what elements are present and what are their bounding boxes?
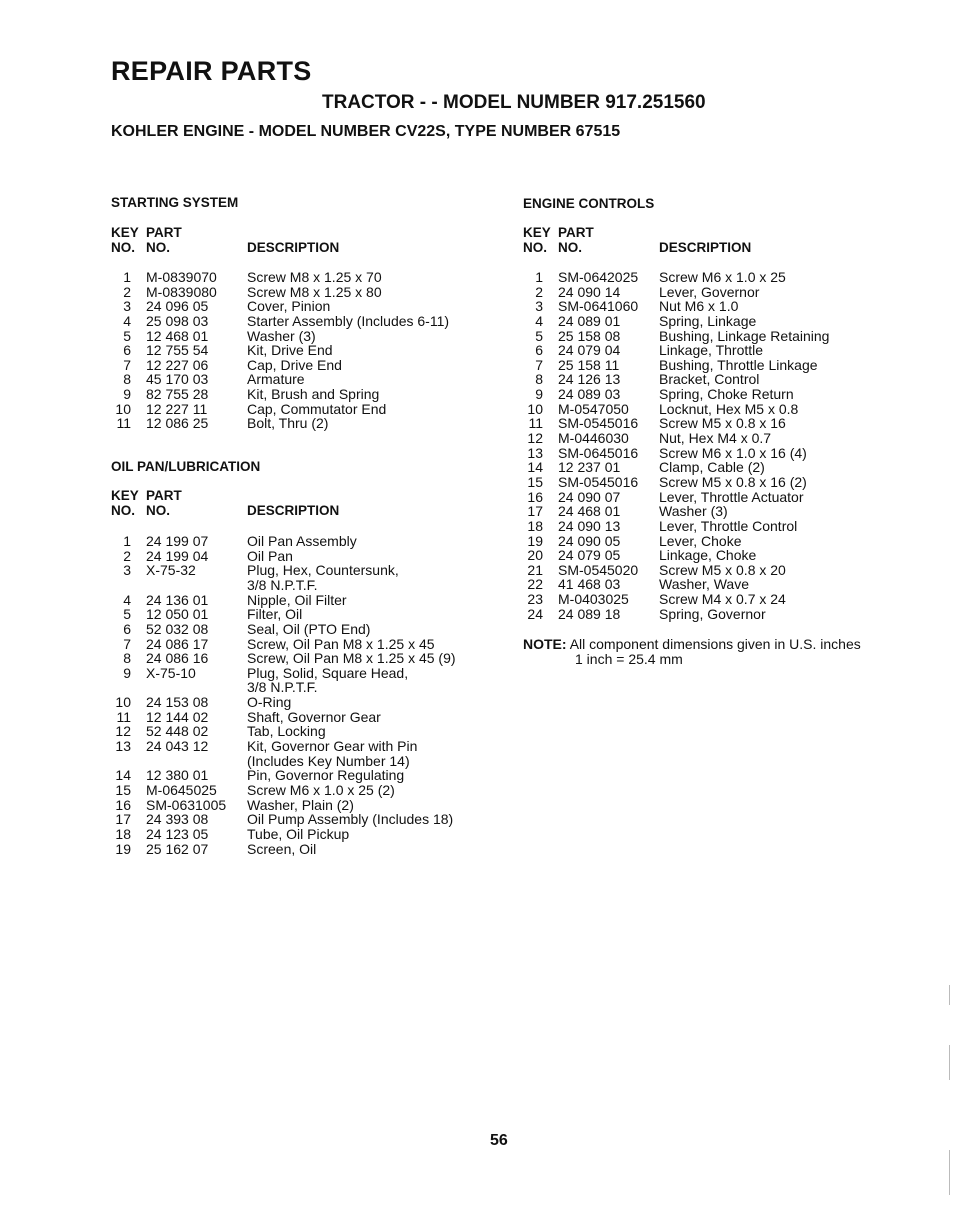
- key-number: 5: [535, 327, 543, 344]
- part-number: 24 043 12: [146, 738, 209, 754]
- part-number: M-0547050: [558, 400, 629, 417]
- key-header: KEY: [111, 488, 139, 503]
- part-number: 24 136 01: [146, 591, 209, 608]
- starting-system-title: STARTING SYSTEM: [111, 195, 239, 210]
- part-number: 24 126 13: [558, 371, 621, 388]
- part-number: SM-0545016: [558, 415, 639, 432]
- part-row: [111, 329, 491, 344]
- part-number: SM-0545016: [558, 473, 639, 490]
- part-number: 24 468 01: [558, 503, 621, 520]
- oil-lubrication-list: [111, 534, 491, 856]
- part-row: [523, 519, 923, 534]
- part-number: M-0446030: [558, 430, 629, 447]
- part-row: [111, 812, 491, 827]
- part-number: 24 096 05: [146, 298, 209, 315]
- key-number: 4: [123, 312, 131, 329]
- scan-edge-mark: [949, 1045, 950, 1080]
- part-description: Screen, Oil: [247, 840, 317, 857]
- part-description: Linkage, Throttle: [659, 342, 764, 359]
- key-number: 17: [115, 811, 131, 828]
- part-no-header: NO.: [558, 240, 583, 255]
- key-number: 7: [123, 356, 131, 373]
- key-number: 3: [535, 298, 543, 315]
- part-number: M-0839070: [146, 269, 217, 285]
- part-row: [111, 416, 491, 431]
- part-row: [523, 314, 923, 329]
- part-number: 45 170 03: [146, 371, 209, 388]
- part-number: SM-0631005: [146, 796, 227, 813]
- part-row: [523, 358, 923, 373]
- part-description: Screw, Oil Pan M8 x 1.25 x 45: [247, 635, 435, 652]
- key-header: KEY: [111, 225, 139, 240]
- part-description: Nut M6 x 1.0: [659, 298, 739, 315]
- part-description: Bushing, Throttle Linkage: [659, 356, 818, 373]
- part-number: 12 237 01: [558, 459, 621, 476]
- part-description: Lever, Governor: [659, 283, 760, 300]
- tractor-model-heading: TRACTOR - - MODEL NUMBER 917.251560: [322, 92, 706, 113]
- part-number: SM-0642025: [558, 269, 639, 285]
- part-row: [111, 593, 491, 608]
- key-no-header: NO.: [111, 503, 136, 518]
- key-number: 23: [527, 591, 543, 608]
- part-row: [111, 798, 491, 813]
- part-row: [111, 666, 491, 695]
- note-label: NOTE:: [523, 636, 567, 652]
- key-number: 13: [115, 738, 131, 754]
- part-row: [523, 446, 923, 461]
- part-description: Clamp, Cable (2): [659, 459, 765, 476]
- key-number: 9: [535, 386, 543, 403]
- part-number: 24 153 08: [146, 694, 209, 711]
- key-number: 19: [527, 532, 543, 549]
- key-number: 15: [115, 781, 131, 798]
- part-description: Locknut, Hex M5 x 0.8: [659, 400, 799, 417]
- part-no-header: NO.: [146, 503, 171, 518]
- part-description: Screw M6 x 1.0 x 25: [659, 269, 786, 285]
- part-row: [523, 592, 923, 607]
- part-description: Lever, Throttle Actuator: [659, 488, 804, 505]
- key-number: 6: [123, 342, 131, 359]
- starting-system-list: [111, 270, 491, 431]
- part-description: Spring, Governor: [659, 605, 766, 622]
- part-description: Oil Pump Assembly (Includes 18): [247, 811, 454, 828]
- part-number: 41 468 03: [558, 576, 621, 593]
- part-row: [111, 739, 491, 768]
- part-row: [111, 270, 491, 285]
- part-description: Pin, Governor Regulating: [247, 767, 405, 784]
- part-header: PART: [558, 225, 594, 240]
- key-number: 4: [123, 591, 131, 608]
- part-description: O-Ring: [247, 694, 292, 711]
- part-row: [111, 827, 491, 842]
- part-row: [523, 343, 923, 358]
- key-number: 17: [527, 503, 543, 520]
- part-description: Bracket, Control: [659, 371, 760, 388]
- dimensions-note: [523, 637, 861, 667]
- key-number: 4: [535, 312, 543, 329]
- part-row: [111, 372, 491, 387]
- page-number: 56: [490, 1132, 508, 1149]
- part-number: 25 162 07: [146, 840, 209, 857]
- engine-controls-title: ENGINE CONTROLS: [523, 196, 655, 211]
- oil-lubrication-table-header: [111, 488, 411, 520]
- part-description: Screw, Oil Pan M8 x 1.25 x 45 (9): [247, 650, 456, 667]
- part-row: [523, 548, 923, 563]
- part-description: Kit, Drive End: [247, 342, 333, 359]
- part-description: Tab, Locking: [247, 723, 326, 740]
- part-number: 25 158 08: [558, 327, 621, 344]
- part-row: [523, 285, 923, 300]
- part-number: 24 123 05: [146, 825, 209, 842]
- part-row: [111, 285, 491, 300]
- part-number: 24 089 03: [558, 386, 621, 403]
- key-no-header: NO.: [523, 240, 548, 255]
- part-row: [523, 402, 923, 417]
- part-description: Plug, Solid, Square Head, 3/8 N.P.T.F.: [247, 664, 409, 696]
- part-description: Bushing, Linkage Retaining: [659, 327, 830, 344]
- part-description: Screw M5 x 0.8 x 20: [659, 561, 786, 578]
- part-row: [523, 387, 923, 402]
- note-line1: All component dimensions given in U.S. inches: [569, 636, 861, 652]
- key-number: 13: [527, 444, 543, 461]
- part-row: [523, 372, 923, 387]
- part-description: Seal, Oil (PTO End): [247, 620, 371, 637]
- note-line2: 1 inch = 25.4 mm: [575, 651, 683, 667]
- part-row: [111, 724, 491, 739]
- key-number: 20: [527, 547, 543, 564]
- part-description: Shaft, Governor Gear: [247, 708, 381, 725]
- part-number: 82 755 28: [146, 386, 209, 403]
- key-number: 2: [535, 283, 543, 300]
- part-row: [523, 460, 923, 475]
- part-row: [523, 607, 923, 622]
- part-description: Oil Pan: [247, 547, 293, 564]
- key-number: 12: [527, 430, 543, 447]
- part-description: Screw M5 x 0.8 x 16 (2): [659, 473, 807, 490]
- part-number: M-0645025: [146, 781, 217, 798]
- key-number: 1: [123, 269, 131, 285]
- key-number: 11: [528, 415, 543, 432]
- key-number: 5: [123, 606, 131, 623]
- part-row: [111, 622, 491, 637]
- key-number: 18: [527, 517, 543, 534]
- part-description: Lever, Throttle Control: [659, 517, 798, 534]
- part-row: [523, 563, 923, 578]
- page-title: REPAIR PARTS: [111, 56, 312, 86]
- key-number: 7: [123, 635, 131, 652]
- key-number: 11: [116, 708, 131, 725]
- part-number: 24 086 17: [146, 635, 209, 652]
- part-number: 24 089 01: [558, 312, 621, 329]
- part-number: 12 755 54: [146, 342, 209, 359]
- part-number: 12 227 11: [146, 400, 208, 417]
- part-number: 25 098 03: [146, 312, 209, 329]
- description-header: DESCRIPTION: [247, 240, 340, 255]
- engine-controls-list: [523, 270, 923, 621]
- key-number: 6: [535, 342, 543, 359]
- part-row: [111, 314, 491, 329]
- key-number: 8: [123, 650, 131, 667]
- part-description: Oil Pan Assembly: [247, 533, 357, 549]
- scan-edge-mark: [949, 1150, 950, 1195]
- part-row: [523, 270, 923, 285]
- part-description: Kit, Brush and Spring: [247, 386, 380, 403]
- part-row: [111, 549, 491, 564]
- part-row: [111, 842, 491, 857]
- starting-system-table-header: [111, 225, 411, 257]
- part-row: [523, 329, 923, 344]
- part-description: Washer, Plain (2): [247, 796, 354, 813]
- part-number: 24 199 07: [146, 533, 209, 549]
- part-number: SM-0545020: [558, 561, 639, 578]
- part-row: [523, 490, 923, 505]
- key-number: 1: [123, 533, 131, 549]
- part-description: Washer (3): [247, 327, 316, 344]
- key-number: 16: [115, 796, 131, 813]
- scan-edge-mark: [949, 985, 950, 1005]
- part-row: [523, 431, 923, 446]
- part-description: Washer (3): [659, 503, 728, 520]
- key-number: 9: [123, 664, 131, 681]
- key-number: 3: [123, 562, 131, 579]
- key-header: KEY: [523, 225, 551, 240]
- key-number: 14: [115, 767, 131, 784]
- part-number: M-0839080: [146, 283, 217, 300]
- part-description: Kit, Governor Gear with Pin (Includes Key Number 14): [247, 738, 418, 769]
- key-number: 22: [527, 576, 543, 593]
- key-number: 14: [527, 459, 543, 476]
- part-number: 12 380 01: [146, 767, 209, 784]
- key-number: 2: [123, 547, 131, 564]
- part-number: 24 199 04: [146, 547, 209, 564]
- part-description: Washer, Wave: [659, 576, 749, 593]
- part-row: [111, 607, 491, 622]
- part-number: 12 050 01: [146, 606, 209, 623]
- part-description: Bolt, Thru (2): [247, 415, 329, 432]
- key-number: 21: [527, 561, 543, 578]
- key-number: 11: [116, 415, 131, 432]
- description-header: DESCRIPTION: [659, 240, 752, 255]
- part-number: 24 086 16: [146, 650, 209, 667]
- key-number: 10: [527, 400, 543, 417]
- key-number: 10: [115, 694, 131, 711]
- part-header: PART: [146, 225, 182, 240]
- part-description: Plug, Hex, Countersunk, 3/8 N.P.T.F.: [247, 562, 399, 593]
- part-description: Lever, Choke: [659, 532, 742, 549]
- key-number: 3: [123, 298, 131, 315]
- part-row: [111, 299, 491, 314]
- part-row: [111, 563, 491, 592]
- part-row: [111, 783, 491, 798]
- part-description: Nipple, Oil Filter: [247, 591, 347, 608]
- part-description: Spring, Choke Return: [659, 386, 794, 403]
- part-number: 52 032 08: [146, 620, 209, 637]
- key-number: 1: [535, 269, 543, 285]
- part-number: 25 158 11: [558, 356, 620, 373]
- part-description: Cover, Pinion: [247, 298, 331, 315]
- part-row: [111, 534, 491, 549]
- part-row: [111, 695, 491, 710]
- part-number: 12 227 06: [146, 356, 209, 373]
- description-header: DESCRIPTION: [247, 503, 340, 518]
- part-row: [111, 768, 491, 783]
- part-row: [111, 710, 491, 725]
- part-number: SM-0641060: [558, 298, 639, 315]
- key-number: 16: [527, 488, 543, 505]
- part-number: 12 468 01: [146, 327, 209, 344]
- part-header: PART: [146, 488, 182, 503]
- key-no-header: NO.: [111, 240, 136, 255]
- part-description: Nut, Hex M4 x 0.7: [659, 430, 772, 447]
- part-description: Starter Assembly (Includes 6-11): [247, 312, 450, 329]
- part-row: [523, 504, 923, 519]
- key-number: 6: [123, 620, 131, 637]
- part-row: [111, 358, 491, 373]
- part-row: [111, 637, 491, 652]
- engine-controls-table-header: [523, 225, 823, 257]
- part-row: [111, 651, 491, 666]
- part-description: Cap, Drive End: [247, 356, 342, 373]
- part-number: 24 090 05: [558, 532, 621, 549]
- part-description: Screw M4 x 0.7 x 24: [659, 591, 786, 608]
- part-number: 24 393 08: [146, 811, 209, 828]
- part-number: 24 079 05: [558, 547, 621, 564]
- key-number: 18: [115, 825, 131, 842]
- part-number: 24 089 18: [558, 605, 621, 622]
- part-number: X-75-32: [146, 562, 196, 579]
- oil-lubrication-title: OIL PAN/LUBRICATION: [111, 459, 261, 474]
- part-row: [523, 475, 923, 490]
- part-row: [111, 402, 491, 417]
- key-number: 10: [115, 400, 131, 417]
- part-no-header: NO.: [146, 240, 171, 255]
- key-number: 19: [115, 840, 131, 857]
- part-number: 24 079 04: [558, 342, 621, 359]
- part-number: 24 090 07: [558, 488, 621, 505]
- part-number: 52 448 02: [146, 723, 209, 740]
- key-number: 12: [115, 723, 131, 740]
- part-number: 24 090 14: [558, 283, 621, 300]
- part-row: [111, 387, 491, 402]
- part-description: Screw M5 x 0.8 x 16: [659, 415, 786, 432]
- part-number: 12 086 25: [146, 415, 209, 432]
- part-description: Armature: [247, 371, 305, 388]
- key-number: 9: [123, 386, 131, 403]
- part-description: Tube, Oil Pickup: [247, 825, 350, 842]
- part-description: Screw M6 x 1.0 x 16 (4): [659, 444, 807, 461]
- key-number: 24: [527, 605, 543, 622]
- part-number: SM-0645016: [558, 444, 639, 461]
- part-number: X-75-10: [146, 664, 196, 681]
- part-number: M-0403025: [558, 591, 629, 608]
- key-number: 8: [123, 371, 131, 388]
- part-description: Filter, Oil: [247, 606, 303, 623]
- part-row: [111, 343, 491, 358]
- key-number: 2: [123, 283, 131, 300]
- part-description: Cap, Commutator End: [247, 400, 387, 417]
- part-description: Spring, Linkage: [659, 312, 757, 329]
- part-description: Linkage, Choke: [659, 547, 757, 564]
- key-number: 5: [123, 327, 131, 344]
- key-number: 15: [527, 473, 543, 490]
- key-number: 7: [535, 356, 543, 373]
- key-number: 8: [535, 371, 543, 388]
- part-number: 24 090 13: [558, 517, 621, 534]
- part-row: [523, 299, 923, 314]
- part-description: Screw M8 x 1.25 x 80: [247, 283, 382, 300]
- part-number: 12 144 02: [146, 708, 209, 725]
- part-row: [523, 416, 923, 431]
- part-description: Screw M8 x 1.25 x 70: [247, 269, 382, 285]
- part-row: [523, 577, 923, 592]
- engine-model-heading: KOHLER ENGINE - MODEL NUMBER CV22S, TYPE NUMBER 67515: [111, 123, 621, 140]
- part-row: [523, 534, 923, 549]
- part-description: Screw M6 x 1.0 x 25 (2): [247, 781, 395, 798]
